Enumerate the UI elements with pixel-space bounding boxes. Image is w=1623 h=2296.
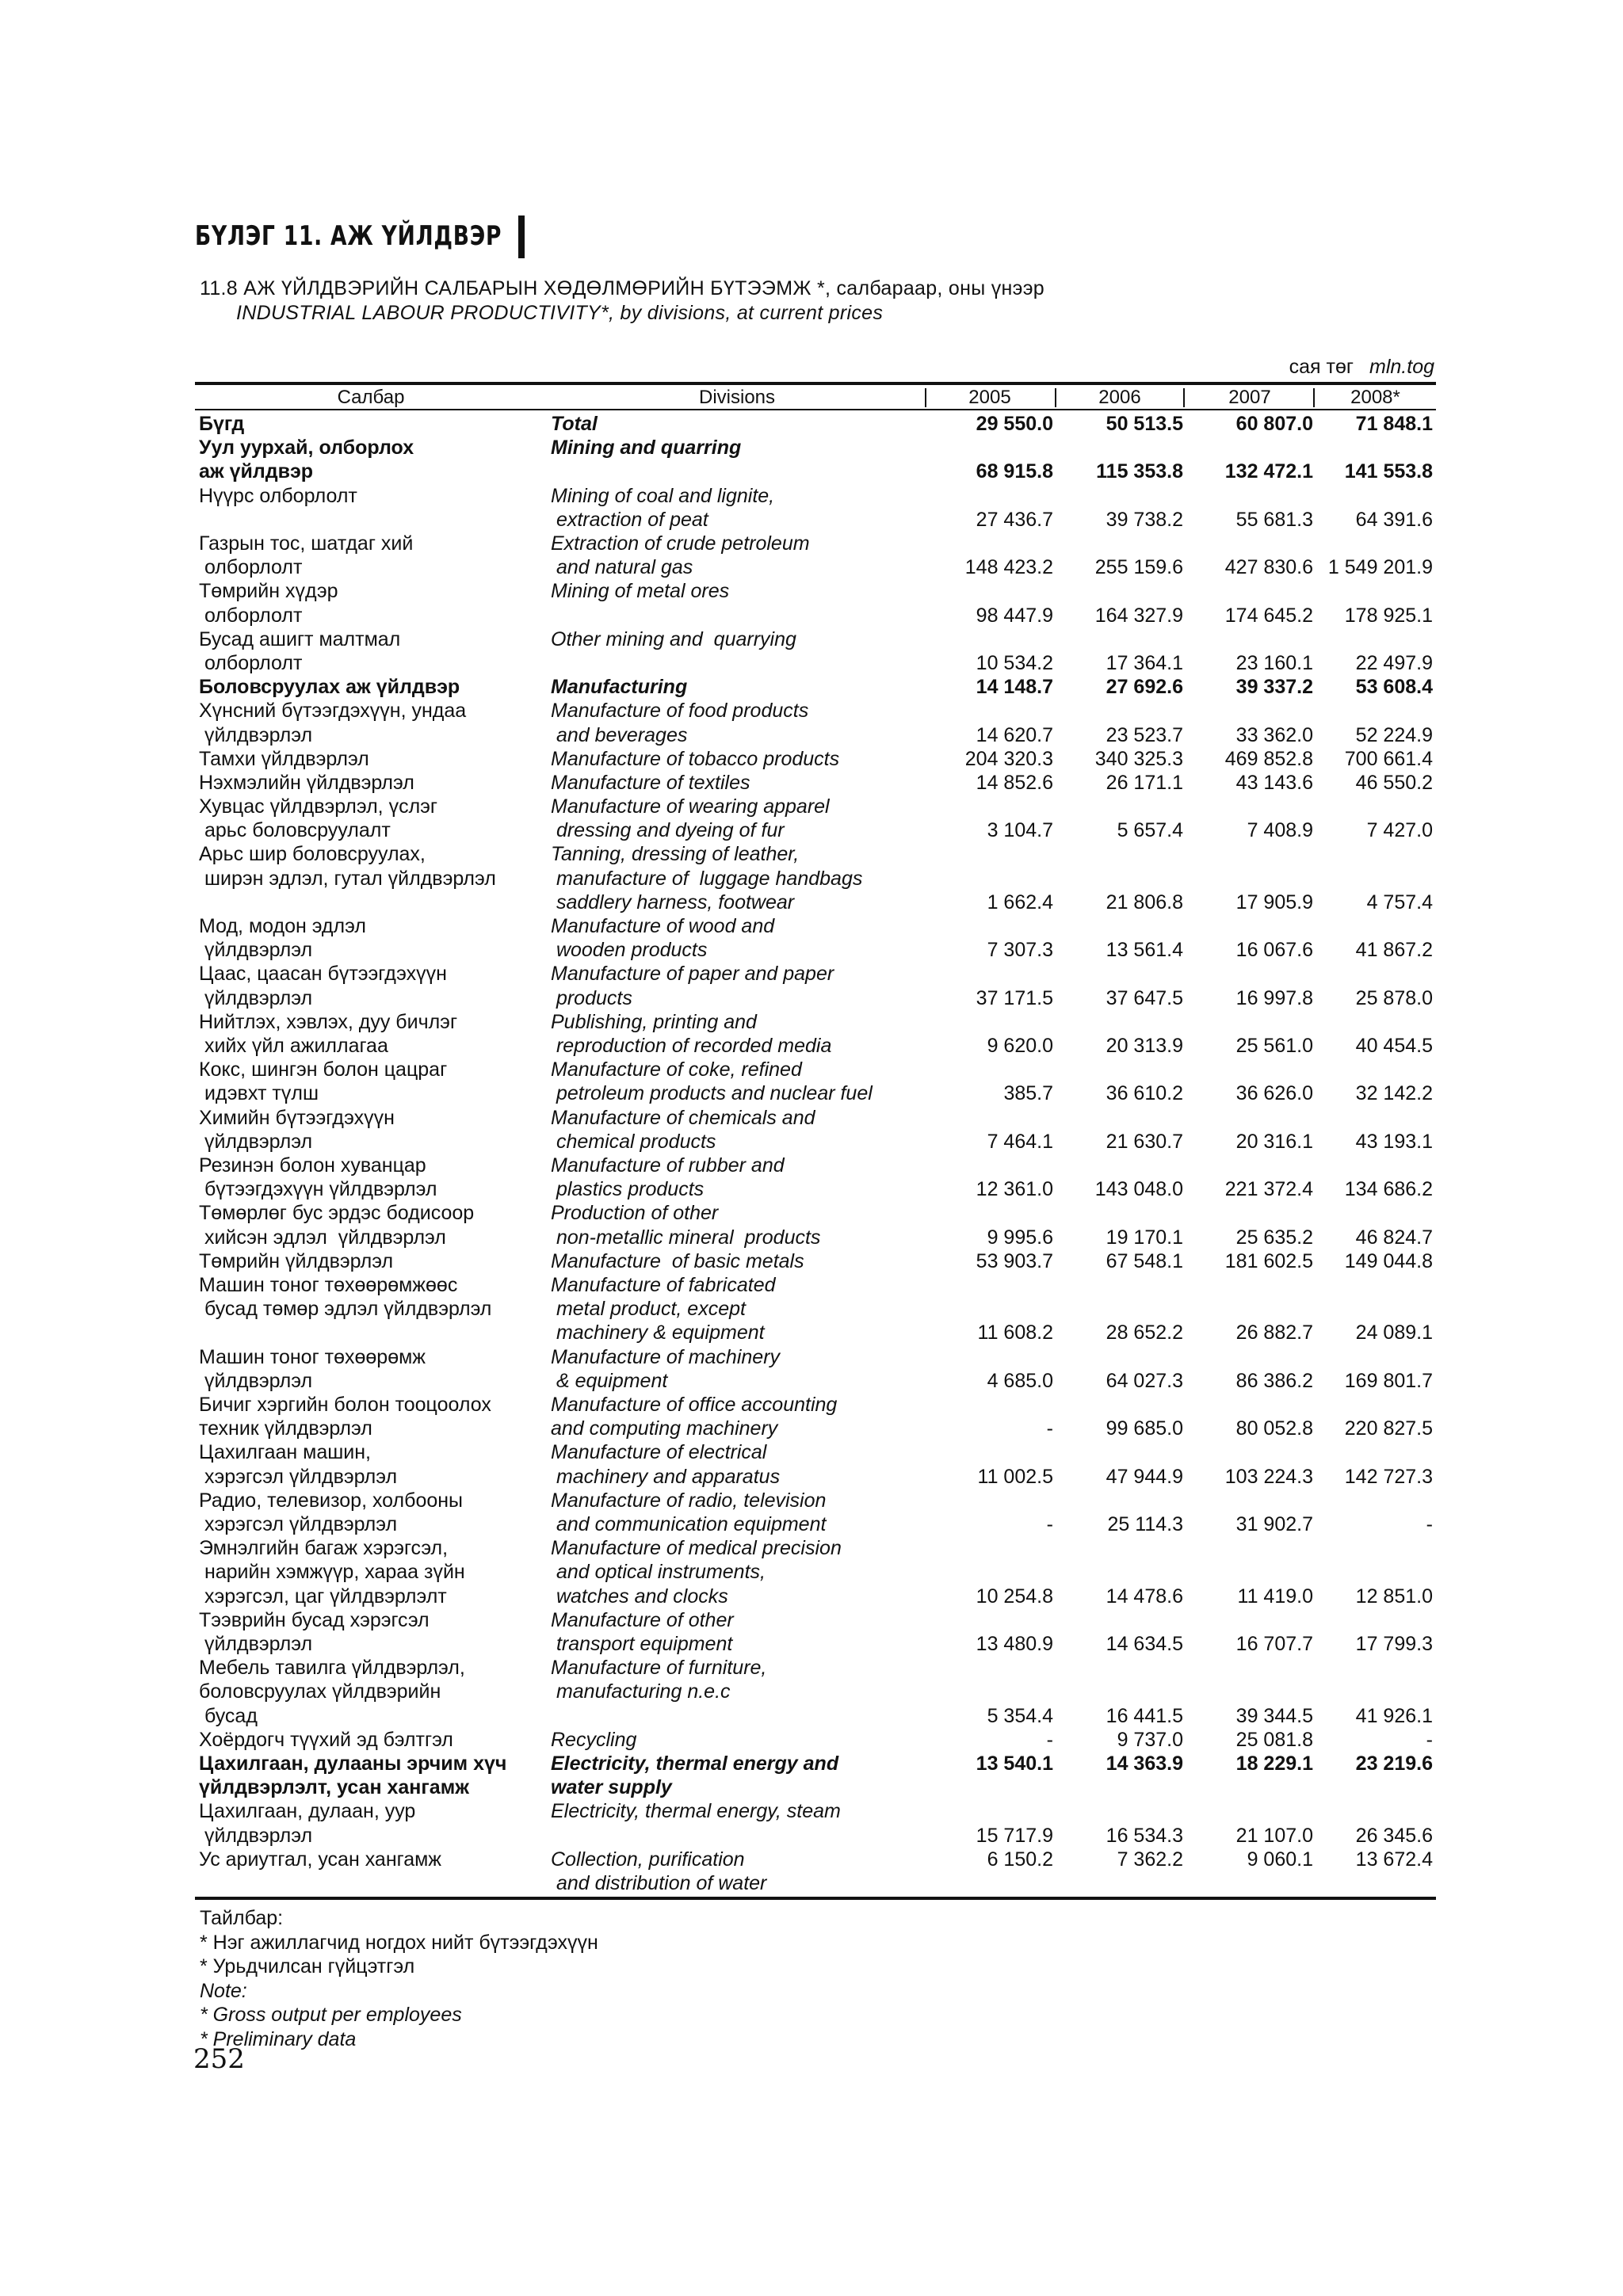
table-row [195,484,1436,532]
row-division-mn: Эмнэлгийн багаж хэрэгсэл, нарийн хэмжүүр, хараа зүйн хэрэгсэл, цаг үйлдвэрлэлт [199,1537,465,1608]
table-row [195,1489,1436,1536]
row-value-2007: 427 830.6 [1224,556,1313,579]
row-value-2008: 25 878.0 [1355,986,1433,1009]
row-value-2008: 13 672.4 [1355,1848,1433,1871]
row-division-en: Total [551,413,598,435]
row-value-2007: 103 224.3 [1224,1465,1313,1488]
row-value-2006: 21 806.8 [1106,891,1183,913]
row-division-mn: Мебель тавилга үйлдвэрлэл, боловсруулах үйлдвэрийн бусад [199,1657,465,1727]
row-value-2008: 71 848.1 [1355,413,1433,435]
row-value-2006: 5 657.4 [1117,819,1183,842]
row-division-mn: Арьс шир боловсруулах, ширэн эдлэл, гутал үйлдвэрлэл [199,843,496,890]
page-number: 252 [193,2043,245,2075]
row-value-2005: 98 447.9 [976,604,1053,627]
row-value-2007: 43 143.6 [1235,771,1313,794]
row-division-en: Electricity, thermal energy, steam [551,1800,841,1823]
row-value-2008: 1 549 201.9 [1327,556,1433,579]
row-value-2006: 14 363.9 [1106,1752,1183,1775]
table-row [195,842,1436,914]
row-value-2006: 13 561.4 [1106,939,1183,962]
row-value-2008: 41 867.2 [1355,939,1433,962]
unit-mn: сая төг [1289,356,1354,378]
row-value-2005: 15 717.9 [976,1824,1053,1847]
row-value-2005: 14 852.6 [976,771,1053,794]
row-value-2008: 22 497.9 [1355,651,1433,674]
row-value-2007: 26 882.7 [1235,1322,1313,1344]
header-divisions-en: Divisions [698,387,776,408]
row-value-2007: 86 386.2 [1235,1369,1313,1392]
row-division-mn: Цаас, цаасан бүтээгдэхүүн үйлдвэрлэл [199,963,447,1009]
table-row [195,914,1436,962]
row-division-en: Electricity, thermal energy and water supply [551,1752,839,1799]
table-row [195,1010,1436,1058]
row-value-2007: 7 408.9 [1247,819,1313,842]
row-division-mn: Тээврийн бусад хэрэгсэл үйлдвэрлэл [199,1608,430,1655]
row-division-en: Mining of coal and lignite, extraction of peat [551,484,775,531]
row-value-2007: 9 060.1 [1247,1848,1313,1871]
row-value-2006: 25 114.3 [1107,1512,1183,1535]
row-value-2006: 16 441.5 [1106,1704,1183,1727]
row-division-en: Manufacture of paper and paper products [551,963,834,1009]
table-row [195,1536,1436,1608]
row-division-en: Publishing, printing and reproduction of recorded media [551,1010,832,1058]
row-value-2005: 14 620.7 [976,723,1053,746]
table-row [195,1154,1436,1201]
row-value-2007: 181 602.5 [1224,1249,1313,1272]
row-value-2005: 3 104.7 [987,819,1053,842]
row-division-mn: Бүгд [199,413,245,435]
note1-en: * Gross output per employees [200,2004,462,2027]
row-value-2007: 39 344.5 [1235,1704,1313,1727]
row-division-mn: Бичиг хэргийн болон тооцоолох техник үйлдвэрлэл [199,1393,491,1440]
header-divisions-mn: Салбар [337,387,405,408]
row-value-2007: 33 362.0 [1235,723,1313,746]
row-value-2008: 169 801.7 [1344,1369,1433,1392]
header-year-2005: 2005 [968,387,1011,408]
row-division-en: Collection, purification and distribution of water [551,1848,767,1894]
row-division-mn: Бусад ашигт малтмал олборлолт [199,627,401,674]
row-division-mn: Газрын тос, шатдаг хий олборлолт [199,532,414,579]
row-value-2006: 50 513.5 [1106,413,1183,435]
row-division-mn: Радио, телевизор, холбооны хэрэгсэл үйлдвэрлэл [199,1489,464,1535]
row-value-2008: 40 454.5 [1355,1035,1433,1058]
row-value-2008: 46 824.7 [1355,1226,1433,1249]
row-division-mn: Нүүрс олборлолт [199,484,357,507]
row-division-mn: Ус ариутгал, усан хангамж [199,1848,442,1871]
row-division-mn: Резинэн болон хуванцар бүтээгдэхүүн үйлдвэрлэл [199,1154,437,1201]
table-bottom-rule [195,1897,1436,1900]
row-value-2008: 4 757.4 [1366,891,1433,913]
row-value-2006: 23 523.7 [1106,723,1183,746]
row-division-mn: Цахилгаан, дулааны эрчим хүч үйлдвэрлэлт, усан хангамж [199,1752,507,1799]
unit-label [1289,356,1434,379]
chapter-title: БҮЛЭГ 11. АЖ ҮЙЛДВЭР [195,220,502,252]
row-value-2006: 14 634.5 [1106,1632,1183,1655]
row-value-2008: 53 608.4 [1355,676,1433,699]
header-year-2008: 2008* [1350,387,1400,408]
row-value-2006: 143 048.0 [1094,1178,1183,1201]
row-division-en: Manufacture of medical precision and optical instruments, watches and clocks [551,1537,842,1608]
row-value-2006: 21 630.7 [1106,1130,1183,1153]
row-value-2008: 43 193.1 [1355,1130,1433,1153]
row-division-mn: Машин тоног төхөөрөмжөөс бусад төмөр эдлэл үйлдвэрлэл [199,1274,492,1321]
table-row [195,1656,1436,1728]
row-value-2008: - [1426,1728,1433,1751]
row-division-en: Manufacture of coke, refined petroleum products and nuclear fuel [551,1058,873,1105]
row-division-en: Mining of metal ores [551,580,730,603]
table-row [195,795,1436,842]
row-division-en: Other mining and quarrying [551,627,796,650]
table-header [195,385,1436,410]
row-value-2005: 14 148.7 [976,676,1053,699]
row-value-2008: 64 391.6 [1355,508,1433,531]
table-row [195,1440,1436,1488]
productivity-table [195,382,1436,1900]
row-value-2005: 9 620.0 [987,1035,1053,1058]
row-division-mn: Нийтлэх, хэвлэх, дуу бичлэг хийх үйл ажиллагаа [199,1010,458,1058]
row-division-mn: Химийн бүтээгдэхүүн үйлдвэрлэл [199,1106,395,1153]
row-division-mn: Нэхмэлийн үйлдвэрлэл [199,771,414,794]
row-value-2006: 47 944.9 [1106,1465,1183,1488]
row-value-2007: 132 472.1 [1224,460,1313,483]
row-division-mn: Төмөрлөг бус эрдэс бодисоор хийсэн эдлэл үйлдвэрлэл [199,1202,475,1249]
row-value-2008: 24 089.1 [1355,1322,1433,1344]
row-division-en: Manufacture of fabricated metal product, except machinery & equipment [551,1274,776,1344]
row-value-2006: 19 170.1 [1106,1226,1183,1249]
row-value-2005: 385.7 [1003,1082,1053,1105]
row-value-2006: 14 478.6 [1106,1585,1183,1608]
row-value-2007: 25 081.8 [1235,1728,1313,1751]
row-division-mn: Хоёрдогч түүхий эд бэлтгэл [199,1728,453,1751]
table-row [195,412,1436,436]
row-value-2006: 9 737.0 [1117,1728,1183,1751]
row-value-2006: 255 159.6 [1094,556,1183,579]
row-value-2006: 16 534.3 [1106,1824,1183,1847]
row-value-2007: 16 997.8 [1235,986,1313,1009]
row-value-2005: 9 995.6 [987,1226,1053,1249]
row-value-2007: 55 681.3 [1235,508,1313,531]
row-division-en: Manufacture of textiles [551,771,750,794]
row-division-mn: Төмрийн үйлдвэрлэл [199,1249,394,1272]
row-value-2005: 10 254.8 [976,1585,1053,1608]
row-value-2008: 142 727.3 [1344,1465,1433,1488]
row-division-en: Tanning, dressing of leather, manufacture of luggage handbags saddlery harness, footwear [551,843,863,913]
row-division-en: Manufacture of wearing apparel dressing and dyeing of fur [551,795,830,842]
row-value-2007: 20 316.1 [1235,1130,1313,1153]
row-value-2006: 164 327.9 [1094,604,1183,627]
row-value-2008: 141 553.8 [1344,460,1433,483]
row-value-2006: 17 364.1 [1106,651,1183,674]
row-value-2008: 700 661.4 [1344,747,1433,770]
chapter-divider-bar [518,215,525,258]
row-value-2005: 12 361.0 [976,1178,1053,1201]
row-value-2007: 31 902.7 [1235,1512,1313,1535]
row-division-mn: Хүнсний бүтээгдэхүүн, ундаа үйлдвэрлэл [199,700,467,746]
table-row [195,962,1436,1009]
table-row [195,627,1436,675]
row-value-2007: 16 707.7 [1235,1632,1313,1655]
row-division-mn: Машин тоног төхөөрөмж үйлдвэрлэл [199,1345,426,1392]
row-value-2008: 41 926.1 [1355,1704,1433,1727]
row-division-en: Manufacture of furniture, manufacturing n.e.c [551,1657,767,1703]
row-value-2006: 340 325.3 [1094,747,1183,770]
row-value-2006: 36 610.2 [1106,1082,1183,1105]
row-value-2008: 26 345.6 [1355,1824,1433,1847]
row-value-2008: 46 550.2 [1355,771,1433,794]
row-value-2005: 11 608.2 [977,1322,1053,1344]
row-division-en: Recycling [551,1728,637,1751]
table-row [195,1345,1436,1393]
row-division-en: Manufacture of tobacco products [551,747,840,770]
row-value-2005: 5 354.4 [987,1704,1053,1727]
table-row [195,1106,1436,1154]
table-body [195,410,1436,1895]
row-value-2007: 60 807.0 [1235,413,1313,435]
row-value-2005: 10 534.2 [976,651,1053,674]
row-value-2006: 27 692.6 [1106,676,1183,699]
row-value-2005: 1 662.4 [987,891,1053,913]
row-division-en: Mining and quarring [551,437,742,460]
row-value-2007: 21 107.0 [1235,1824,1313,1847]
row-value-2007: 174 645.2 [1224,604,1313,627]
row-division-mn: Цахилгаан машин, хэрэгсэл үйлдвэрлэл [199,1441,398,1488]
note1-mn: * Нэг ажиллагчид ногдох нийт бүтээгдэхүүн [200,1931,598,1954]
row-division-en: Extraction of crude petroleum and natural gas [551,532,810,579]
table-row [195,1799,1436,1847]
row-value-2007: 36 626.0 [1235,1082,1313,1105]
row-division-en: Manufacturing [551,676,688,699]
row-value-2005: 204 320.3 [964,747,1053,770]
row-value-2008: 12 851.0 [1355,1585,1433,1608]
row-division-en: Manufacture of office accounting and computing machinery [551,1393,838,1440]
row-division-en: Production of other non-metallic mineral products [551,1202,821,1249]
table-row [195,436,1436,483]
row-division-en: Manufacture of basic metals [551,1249,804,1272]
row-value-2005: 148 423.2 [964,556,1053,579]
row-division-mn: Уул уурхай, олборлох аж үйлдвэр [199,437,414,483]
row-value-2007: 17 905.9 [1235,891,1313,913]
row-value-2006: 20 313.9 [1106,1035,1183,1058]
row-value-2005: - [1046,1417,1053,1440]
table-row [195,747,1436,771]
row-division-en: Manufacture of wood and wooden products [551,915,775,962]
row-value-2006: 28 652.2 [1106,1322,1183,1344]
row-value-2005: 68 915.8 [976,460,1053,483]
row-value-2007: 16 067.6 [1235,939,1313,962]
table-row [195,1393,1436,1440]
row-division-en: Manufacture of machinery & equipment [551,1345,781,1392]
row-value-2005: 11 002.5 [977,1465,1053,1488]
table-title-mn: 11.8 АЖ ҮЙЛДВЭРИЙН САЛБАРЫН ХӨДӨЛМӨРИЙН БҮТЭЭМЖ *, салбараар, оны үнээр [200,277,1044,299]
row-value-2007: 18 229.1 [1235,1752,1313,1775]
header-year-2007: 2007 [1228,387,1271,408]
row-division-mn: Цахилгаан, дулаан, уур үйлдвэрлэл [199,1800,416,1847]
row-division-en: Manufacture of food products and beverages [551,700,809,746]
note2-mn: * Урьдчилсан гүйцэтгэл [200,1955,415,1978]
table-row [195,532,1436,579]
row-value-2006: 37 647.5 [1106,986,1183,1009]
table-row [195,1201,1436,1249]
row-value-2008: 23 219.6 [1355,1752,1433,1775]
table-row [195,1752,1436,1799]
header-year-2006: 2006 [1098,387,1141,408]
row-value-2007: 23 160.1 [1235,651,1313,674]
row-value-2005: - [1046,1512,1053,1535]
note-label-mn: Тайлбар: [200,1907,284,1929]
row-value-2005: 7 464.1 [987,1130,1053,1153]
row-value-2005: 7 307.3 [987,939,1053,962]
row-value-2005: 4 685.0 [987,1369,1053,1392]
row-value-2008: 178 925.1 [1344,604,1433,627]
note-label-en: Note: [200,1979,247,2002]
row-division-en: Manufacture of radio, television and communication equipment [551,1489,827,1535]
row-division-en: Manufacture of other transport equipment [551,1608,734,1655]
row-value-2006: 67 548.1 [1106,1249,1183,1272]
row-value-2008: 134 686.2 [1344,1178,1433,1201]
row-value-2006: 99 685.0 [1106,1417,1183,1440]
row-value-2007: 39 337.2 [1235,676,1313,699]
row-division-mn: Тамхи үйлдвэрлэл [199,747,369,770]
row-division-en: Manufacture of rubber and plastics products [551,1154,785,1201]
row-division-mn: Кокс, шингэн болон цацраг идэвхт түлш [199,1058,448,1105]
row-value-2006: 115 353.8 [1096,460,1183,483]
table-row [195,1273,1436,1345]
row-value-2007: 25 561.0 [1235,1035,1313,1058]
table-row [195,1608,1436,1656]
row-value-2008: 7 427.0 [1366,819,1433,842]
table-row [195,1848,1436,1895]
note2-en: * Preliminary data [200,2027,357,2050]
row-value-2008: - [1426,1512,1433,1535]
row-value-2007: 221 372.4 [1224,1178,1313,1201]
row-value-2005: 13 480.9 [976,1632,1053,1655]
row-division-mn: Төмрийн хүдэр олборлолт [199,580,338,627]
row-division-en: Manufacture of chemicals and chemical products [551,1106,815,1153]
row-value-2006: 39 738.2 [1106,508,1183,531]
footnotes [200,1906,598,2052]
table-row [195,1058,1436,1105]
row-value-2005: 37 171.5 [976,986,1053,1009]
row-value-2008: 32 142.2 [1355,1082,1433,1105]
row-value-2008: 52 224.9 [1355,723,1433,746]
unit-en: mln.tog [1369,356,1434,378]
row-value-2006: 64 027.3 [1106,1369,1183,1392]
row-value-2005: 6 150.2 [987,1848,1053,1871]
row-value-2005: 27 436.7 [976,508,1053,531]
table-row [195,771,1436,795]
table-row [195,1249,1436,1273]
row-value-2006: 7 362.2 [1117,1848,1183,1871]
row-value-2006: 26 171.1 [1106,771,1183,794]
row-value-2007: 25 635.2 [1235,1226,1313,1249]
table-row [195,579,1436,627]
row-value-2007: 11 419.0 [1237,1585,1313,1608]
row-value-2005: 29 550.0 [976,413,1053,435]
row-value-2005: 53 903.7 [976,1249,1053,1272]
table-title-en: INDUSTRIAL LABOUR PRODUCTIVITY*, by divisions, at current prices [236,302,884,324]
row-value-2005: - [1046,1728,1053,1751]
row-division-mn: Боловсруулах аж үйлдвэр [199,676,460,699]
row-division-en: Manufacture of electrical machinery and apparatus [551,1441,781,1488]
row-division-mn: Мод, модон эдлэл үйлдвэрлэл [199,915,366,962]
table-row [195,1728,1436,1752]
row-value-2007: 469 852.8 [1224,747,1313,770]
row-value-2007: 80 052.8 [1235,1417,1313,1440]
row-value-2008: 220 827.5 [1344,1417,1433,1440]
row-value-2008: 17 799.3 [1355,1632,1433,1655]
row-value-2008: 149 044.8 [1344,1249,1433,1272]
table-row [195,675,1436,699]
row-division-mn: Хувцас үйлдвэрлэл, үслэг арьс боловсруулалт [199,795,438,842]
row-value-2005: 13 540.1 [976,1752,1053,1775]
table-row [195,699,1436,746]
